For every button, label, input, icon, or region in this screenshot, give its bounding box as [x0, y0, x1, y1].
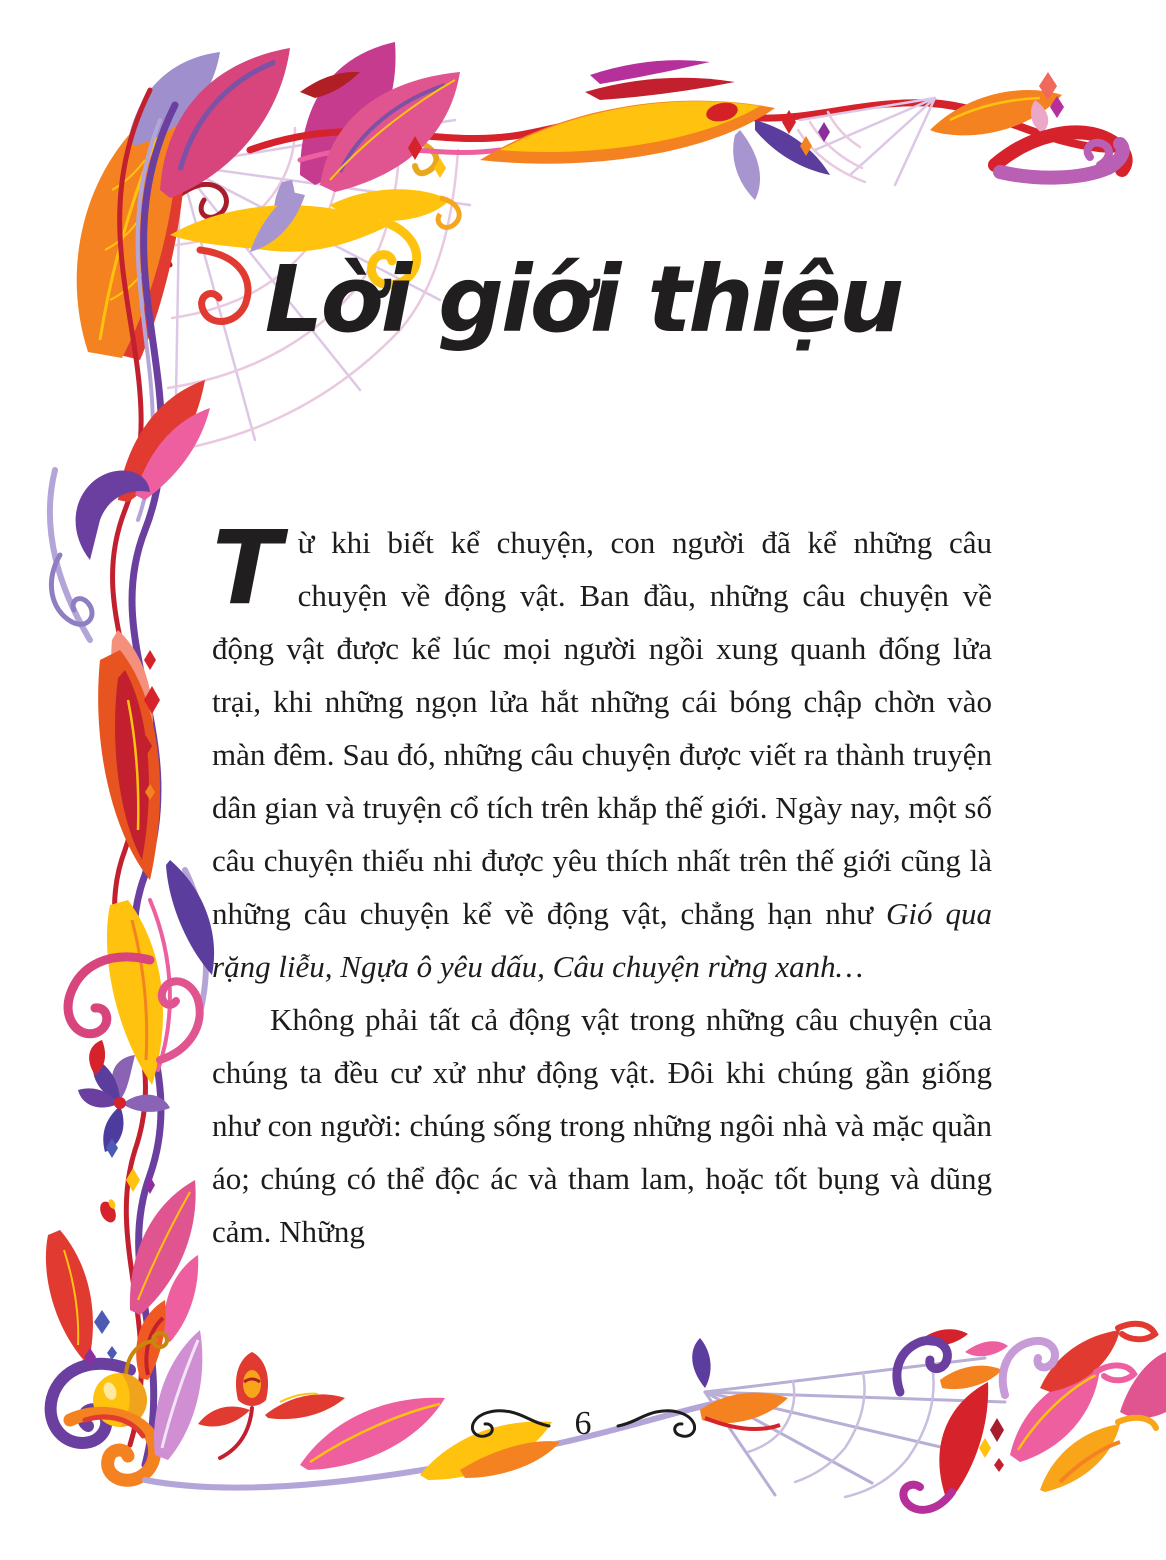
book-titles-italic: Gió qua rặng liễu, Ngựa ô yêu dấu, Câu chuyện rừng xanh… [212, 896, 993, 984]
intro-paragraph-1 [212, 509, 993, 993]
flourish-icon [616, 1409, 696, 1439]
body-text [212, 509, 993, 1258]
page-footer [0, 1400, 1166, 1448]
page-title: Lời giới thiệu [264, 246, 902, 353]
flourish-icon [471, 1409, 551, 1439]
intro-paragraph-2: Không phải tất cả động vật trong những câu chuyện của chúng ta đều cư xử như động vật. Đôi khi chúng gần giống như con người: chúng sống trong những ngôi nhà và mặc quần áo; chúng có thể độc ác và tham lam, hoặc tốt bụng và dũng cảm. Những [212, 1002, 992, 1249]
page-number: 6 [574, 1405, 592, 1442]
paragraph-text: ừ khi biết kể chuyện, con người đã kể những câu chuyện về động vật. Ban đầu, những câu chuyện về động vật được kể lúc mọi người ngồi xung quanh đống lửa trại, khi những ngọn lửa hắt những cái bóng chập chờn vào màn đêm. Sau đó, những câu chuyện được viết ra thành truyện dân gian và truyện cổ tích trên khắp thế giới. Ngày nay, một số câu chuyện thiếu nhi được yêu thích nhất trên thế giới cũng là những câu chuyện kể về động vật, chẳng hạn như [212, 525, 992, 931]
drop-cap: T [212, 509, 282, 628]
